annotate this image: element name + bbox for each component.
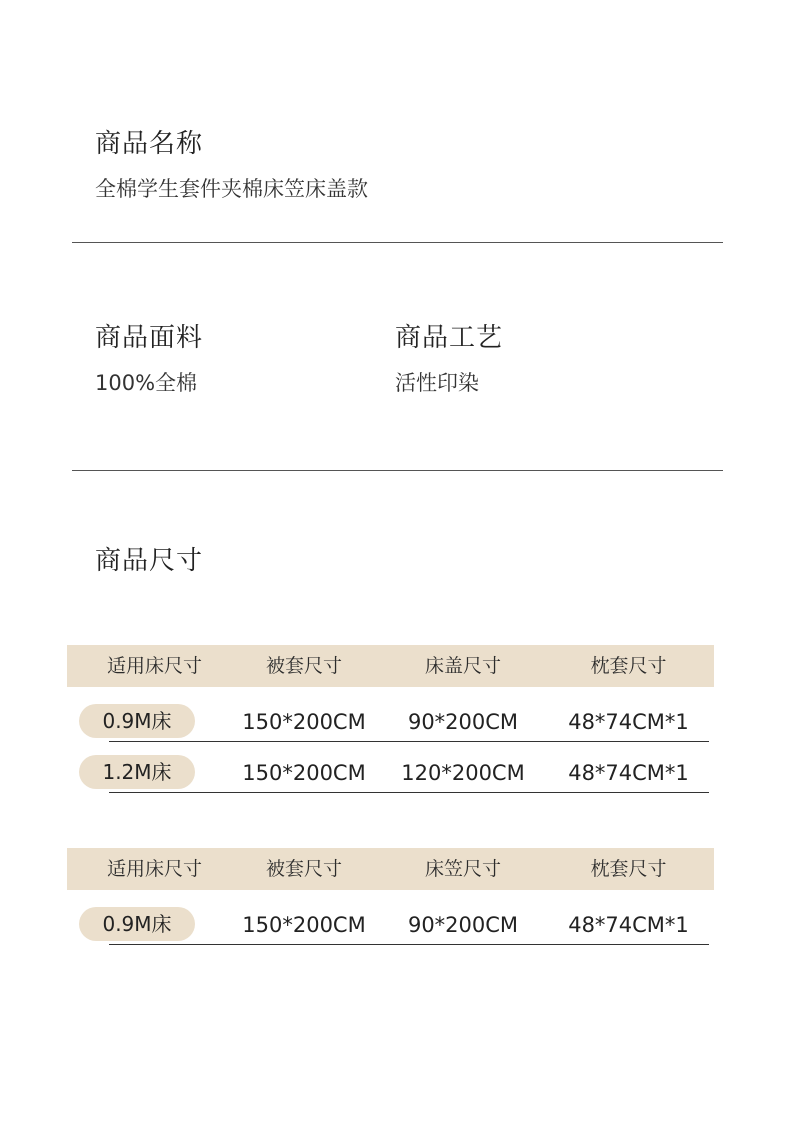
- pillowcase-size-cell: 48*74CM*1: [568, 913, 689, 937]
- fabric-value: 100%全棉: [95, 371, 198, 395]
- craft-value: 活性印染: [395, 371, 479, 395]
- table-row: [67, 905, 714, 945]
- header-pillowcase-size: 枕套尺寸: [590, 655, 667, 677]
- duvet-size-cell: 150*200CM: [242, 913, 366, 937]
- header-fitted-sheet-size: 床笠尺寸: [424, 858, 501, 880]
- duvet-size-cell: 150*200CM: [242, 710, 366, 734]
- product-name-title: 商品名称: [95, 129, 204, 159]
- bed-size-badge: 1.2M床: [79, 755, 195, 789]
- header-bed-size: 适用床尺寸: [106, 858, 202, 880]
- bedspread-size-cell: 120*200CM: [401, 761, 525, 785]
- header-duvet-size: 被套尺寸: [265, 655, 342, 677]
- table-row: [67, 702, 714, 742]
- bed-size-badge: 0.9M床: [79, 704, 195, 738]
- header-duvet-size: 被套尺寸: [265, 858, 342, 880]
- pillowcase-size-cell: 48*74CM*1: [568, 761, 689, 785]
- duvet-size-cell: 150*200CM: [242, 761, 366, 785]
- section-divider: [72, 470, 723, 471]
- size-table-header: [67, 848, 714, 890]
- size-table-header: [67, 645, 714, 687]
- product-name-value: 全棉学生套件夹棉床笠床盖款: [95, 177, 368, 201]
- bed-size-badge: 0.9M床: [79, 907, 195, 941]
- craft-title: 商品工艺: [395, 323, 504, 353]
- pillowcase-size-cell: 48*74CM*1: [568, 710, 689, 734]
- bedspread-size-cell: 90*200CM: [407, 710, 519, 734]
- header-bedspread-size: 床盖尺寸: [424, 655, 501, 677]
- table-row: [67, 753, 714, 793]
- header-pillowcase-size: 枕套尺寸: [590, 858, 667, 880]
- fabric-title: 商品面料: [95, 323, 204, 353]
- section-divider: [72, 242, 723, 243]
- header-bed-size: 适用床尺寸: [106, 655, 202, 677]
- fitted-sheet-size-cell: 90*200CM: [407, 913, 519, 937]
- size-title: 商品尺寸: [95, 546, 204, 576]
